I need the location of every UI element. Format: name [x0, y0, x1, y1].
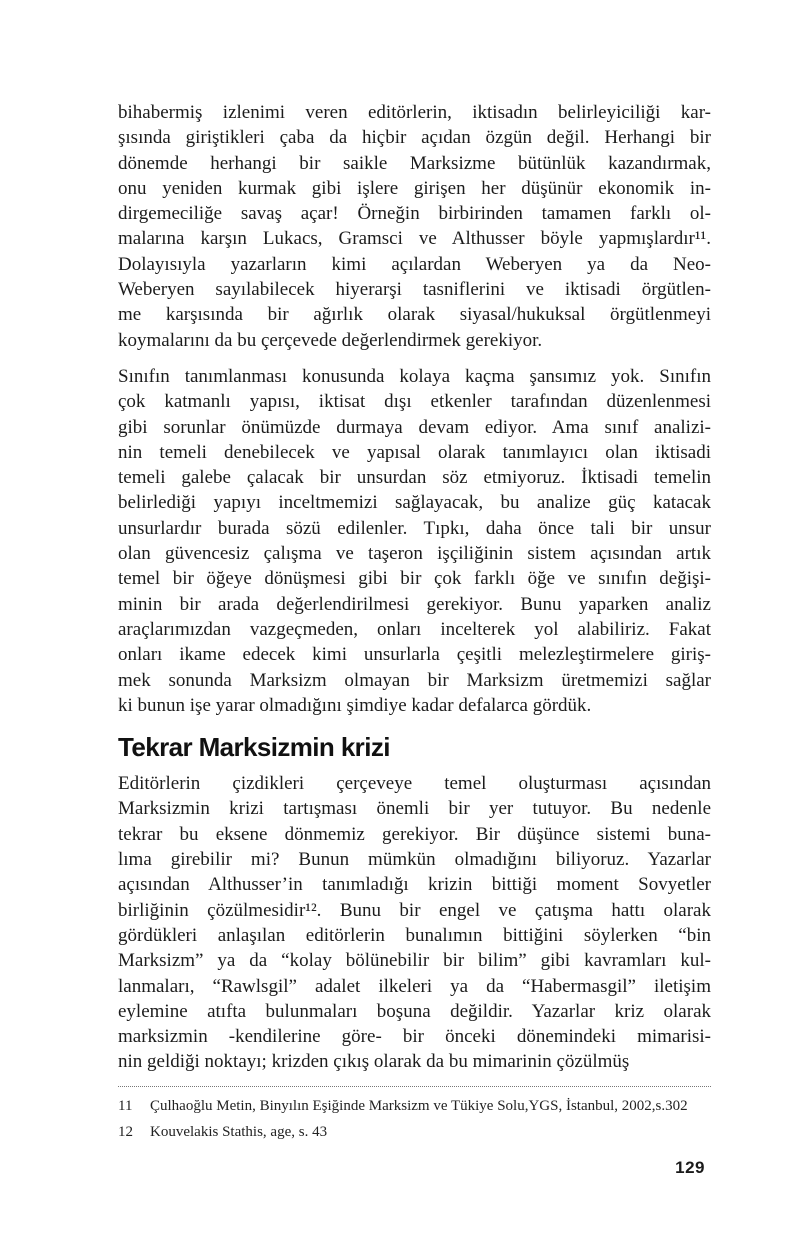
paragraph-2 — [118, 364, 711, 718]
text-line: birliğinin çözülmesidir¹². Bunu bir engel ve çatışma hattı olarak — [118, 899, 711, 921]
text-line: me karşısında bir ağırlık olarak siyasal/hukuksal örgütlenmeyi — [118, 304, 711, 326]
footnote-number: 12 — [118, 1123, 133, 1140]
text-line: koymalarını da bu çerçevede değerlendirmek gerekiyor. — [118, 329, 543, 351]
paragraph-3 — [118, 771, 711, 1075]
text-line: belirlediği yapıyı inceltmemizi sağlayacak, bu analize güç katacak — [118, 492, 711, 514]
footnote — [118, 1093, 711, 1119]
text-line: Marksizmin krizi tartışması önemli bir yer tutuyor. Bu nedenle — [118, 798, 711, 820]
text-line: dirgemeciliğe savaş açar! Örneğin birbirinden tamamen farklı ol- — [118, 203, 711, 225]
text-line: dönemde herhangi bir saikle Marksizme bütünlük kazandırmak, — [118, 152, 711, 174]
text-line: temeli galebe çalacak bir unsurdan söz etmiyoruz. İktisadi temelin — [118, 467, 711, 489]
text-line: temel bir öğeye dönüşmesi gibi bir çok farklı öğe ve sınıfın değişi- — [118, 568, 711, 590]
footnotes-section — [118, 1086, 711, 1145]
text-line: eylemine atıfta bulunmaları boşuna değildir. Yazarlar kriz olarak — [118, 1000, 711, 1022]
text-line: tekrar bu eksene dönmemiz gerekiyor. Bir düşünce sistemi buna- — [118, 823, 711, 845]
text-line: unsurlardır burada sözü edilenler. Tıpkı, daha önce tali bir unsur — [118, 517, 711, 539]
footnote — [118, 1119, 711, 1145]
text-line: nin geldiği noktayı; krizden çıkış olarak da bu mimarinin çözülmüş — [118, 1051, 630, 1073]
footnote-number: 11 — [118, 1097, 133, 1114]
text-line: minin bir arada değerlendirilmesi gerekiyor. Bunu yaparken analiz — [118, 593, 711, 615]
text-line: ki bunun işe yarar olmadığını şimdiye kadar defalarca gördük. — [118, 694, 592, 716]
text-line: bihabermiş izlenimi veren editörlerin, iktisadın belirleyiciliği kar- — [118, 102, 711, 123]
text-line: Dolayısıyla yazarların kimi açılardan Weberyen ya da Neo- — [118, 253, 711, 275]
text-line: Editörlerin çizdikleri çerçeveye temel oluşturması açısından — [118, 773, 711, 795]
text-line: marksizmin -kendilerine göre- bir önceki dönemindeki mimarisi- — [118, 1026, 711, 1048]
text-line: çok katmanlı yapısı, iktisat dışı etkenler tarafından düzenlenmesi — [118, 391, 711, 413]
text-line: Marksizm” ya da “kolay bölünebilir bir bilim” gibi kavramları kul- — [118, 950, 711, 972]
paragraph-1 — [118, 100, 711, 353]
text-line: gibi sorunlar önümüzde durmaya devam ediyor. Ama sınıf analizi- — [118, 416, 711, 438]
footnote-text: Çulhaoğlu Metin, Binyılın Eşiğinde Marksizm ve Tükiye Solu,YGS, İstanbul, 2002,s.302 — [150, 1097, 688, 1114]
text-line: şısında giriştikleri çaba da hiçbir açıdan özgün değil. Herhangi bir — [118, 127, 711, 149]
text-line: olan güvencesiz çalışma ve taşeron işçiliğinin sistem açısından artık — [118, 543, 711, 565]
text-line: mek sonunda Marksizm olmayan bir Marksizm üretmemizi sağlar — [118, 669, 711, 691]
page-content — [118, 100, 711, 1145]
text-line: gördükleri anlaşılan editörlerin bunalımın bittiğini söylerken “bin — [118, 924, 711, 946]
text-line: malarına karşın Lukacs, Gramsci ve Althusser böyle yapmışlardır¹¹. — [118, 228, 711, 250]
text-line: lanmaları, “Rawlsgil” adalet ilkeleri ya da “Habermasgil” iletişim — [118, 975, 711, 997]
text-line: onları ikame edecek kimi unsurlarla çeşitli melezleştirmelere giriş- — [118, 644, 711, 666]
text-line: nin temeli denebilecek ve yapısal olarak tanımlayıcı olan iktisadi — [118, 441, 711, 463]
section-heading: Tekrar Marksizmin krizi — [118, 732, 390, 763]
text-line: Weberyen sayılabilecek hiyerarşi tasniflerini ve iktisadi örgütlen- — [118, 279, 711, 301]
text-line: lıma girebilir mi? Bunun mümkün olmadığını biliyoruz. Yazarlar — [118, 849, 711, 871]
text-line: araçlarımızdan vazgeçmeden, onları incelterek yol alabiliriz. Fakat — [118, 618, 711, 640]
page-number: 129 — [675, 1158, 705, 1177]
text-line: onu yeniden kurmak gibi işlere girişen her düşünür ekonomik in- — [118, 177, 711, 199]
footnote-text: Kouvelakis Stathis, age, s. 43 — [150, 1123, 328, 1140]
text-line: açısından Althusser’in tanımladığı krizin bittiği moment Sovyetler — [118, 874, 711, 896]
text-line: Sınıfın tanımlanması konusunda kolaya kaçma şansımız yok. Sınıfın — [118, 365, 711, 387]
